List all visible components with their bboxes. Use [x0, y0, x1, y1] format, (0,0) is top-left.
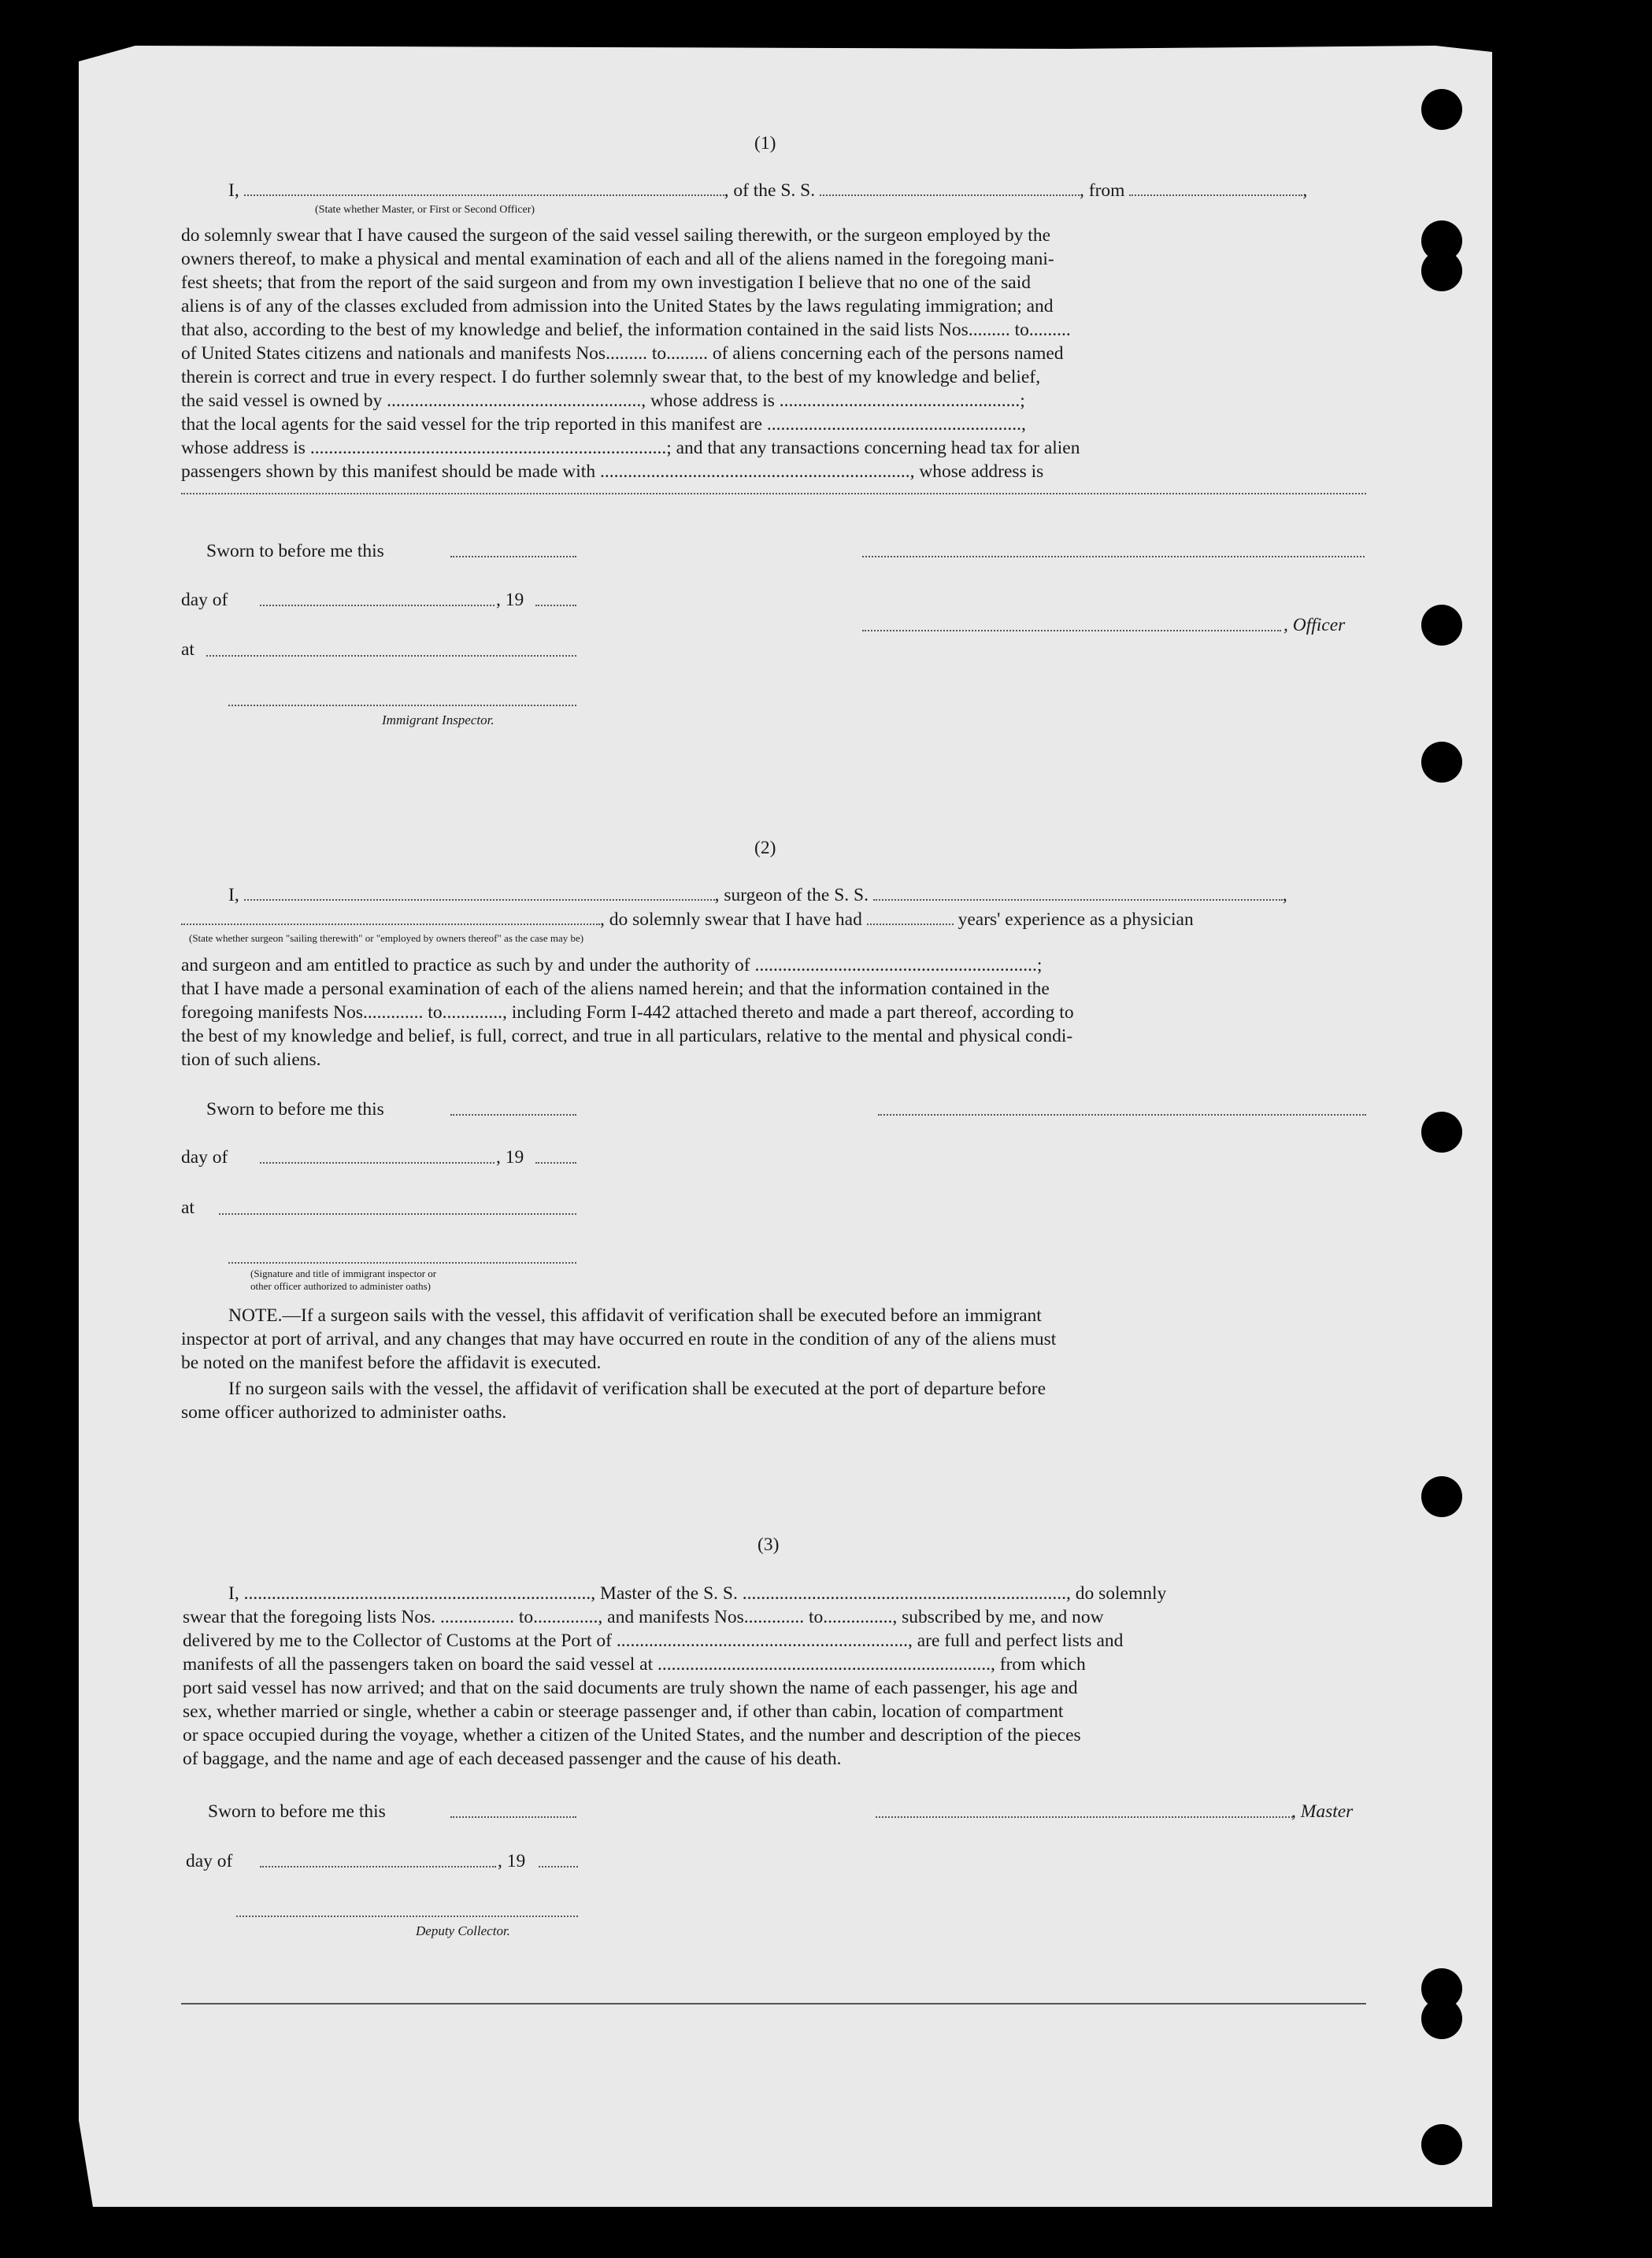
officer-caption: (State whether Master, or First or Second Officer) — [315, 204, 535, 216]
body-line: owners thereof, to make a physical and mental examination of each and all of the aliens named in the foregoing mani- — [181, 249, 1054, 269]
officer-label: , Officer — [1283, 615, 1346, 635]
bottom-divider — [181, 2003, 1366, 2004]
officer-signature-field[interactable] — [862, 556, 1365, 557]
section-2-heading: (2) — [754, 838, 776, 858]
vessel-name-field[interactable] — [820, 179, 1080, 196]
note-line: be noted on the manifest before the affidavit is executed. — [181, 1353, 602, 1373]
inspector-signature-field[interactable] — [228, 1262, 576, 1264]
inspector-signature-field[interactable] — [228, 705, 576, 706]
section-3-heading: (3) — [757, 1534, 780, 1555]
section-2-second-line: , do solemnly swear that I have had years' experience as a physician — [181, 908, 1194, 931]
body-line: the said vessel is owned by ......................................................., whose address is ....................................................; — [181, 391, 1025, 411]
day-field[interactable] — [260, 605, 494, 606]
punch-hole — [1421, 1998, 1462, 2039]
punch-hole — [1421, 1476, 1462, 1517]
surgeon-caption: (State whether surgeon "sailing therewith" or "employed by owners thereof" as the case may be) — [189, 932, 584, 944]
at-place-field[interactable] — [206, 655, 576, 657]
punch-hole — [1421, 605, 1462, 646]
body-line: of United States citizens and nationals and manifests Nos......... to......... of aliens concerning each of the persons named — [181, 343, 1064, 364]
vessel-label: , of the S. S. — [724, 180, 816, 201]
from-port-field[interactable] — [1129, 179, 1302, 196]
note-line: some officer authorized to administer oaths. — [181, 1402, 507, 1423]
body-line: that I have made a personal examination of each of the aliens named herein; and that the information contained in the — [181, 979, 1050, 999]
day-label: day of — [181, 1147, 228, 1168]
deputy-label: Deputy Collector. — [416, 1923, 510, 1938]
body-line: or space occupied during the voyage, whether a citizen of the United States, and the number and description of the pieces — [183, 1725, 1081, 1745]
officer-title-field[interactable] — [862, 630, 1281, 631]
body-line: do solemnly swear that I have caused the surgeon of the said vessel sailing therewith, or the surgeon employed by the — [181, 225, 1051, 246]
body-line: passengers shown by this manifest should be made with ..................................................................., whose address is — [181, 461, 1044, 482]
body-line: port said vessel has now arrived; and that on the said documents are truly shown the name of each passenger, his age and — [183, 1678, 1078, 1698]
at-place-field[interactable] — [219, 1213, 576, 1215]
body-line: foregoing manifests Nos............. to............., including Form I-442 attached thereto and made a part thereof, according to — [181, 1002, 1074, 1023]
body-line: of baggage, and the name and age of each deceased passenger and the cause of his death. — [183, 1749, 842, 1769]
body-line: delivered by me to the Collector of Customs at the Port of ..............................................................., are full and perfect lists and — [183, 1631, 1124, 1651]
body-line: that the local agents for the said vessel for the trip reported in this manifest are ......................................................., — [181, 414, 1026, 435]
note-line: NOTE.—If a surgeon sails with the vessel, this affidavit of verification shall be executed before an immigrant — [228, 1305, 1042, 1326]
body-line: whose address is .............................................................................; and that any transactions concerning head tax for alien — [181, 438, 1080, 458]
officer-name-field[interactable] — [244, 179, 724, 196]
body-line: and surgeon and am entitled to practice as such by and under the authority of .............................................................; — [181, 955, 1043, 975]
signature-caption: other officer authorized to administer oaths) — [250, 1280, 431, 1292]
pronoun-label: I, — [228, 180, 239, 201]
surgeon-vessel-label: , surgeon of the S. S. — [714, 885, 869, 905]
section-1-heading: (1) — [754, 133, 776, 154]
body-line: manifests of all the passengers taken on board the said vessel at ........................................................................, from which — [183, 1654, 1086, 1675]
punch-hole — [1421, 742, 1462, 783]
day-label: day of — [186, 1851, 233, 1871]
sworn-date-field[interactable] — [450, 556, 576, 557]
years-experience-field[interactable] — [867, 908, 954, 925]
sworn-label: Sworn to before me this — [206, 541, 384, 561]
note-line: inspector at port of arrival, and any changes that may have occurred en route in the condition of any of the aliens must — [181, 1329, 1057, 1349]
sworn-date-field[interactable] — [450, 1114, 576, 1116]
year-label: , 19 — [496, 1147, 524, 1168]
note-line: If no surgeon sails with the vessel, the affidavit of verification shall be executed at the port of departure before — [228, 1379, 1046, 1399]
surgeon-status-field[interactable] — [181, 908, 600, 925]
punch-hole — [1421, 250, 1462, 291]
year-field[interactable] — [535, 605, 576, 606]
year-field[interactable] — [539, 1866, 578, 1867]
at-label: at — [181, 639, 194, 660]
year-label: , 19 — [496, 590, 524, 610]
address-field[interactable] — [181, 493, 1366, 494]
inspector-label: Immigrant Inspector. — [382, 713, 494, 727]
signature-caption: (Signature and title of immigrant inspector or — [250, 1268, 437, 1279]
sworn-label: Sworn to before me this — [208, 1801, 386, 1822]
body-line: aliens is of any of the classes excluded from admission into the United States by the laws regulating immigration; and — [181, 296, 1054, 316]
master-signature-field[interactable] — [876, 1816, 1293, 1818]
master-label: , Master — [1291, 1801, 1354, 1822]
at-label: at — [181, 1197, 194, 1218]
section-1-first-line: I, , of the S. S. , from , — [228, 180, 1308, 201]
body-line: tion of such aliens. — [181, 1049, 321, 1070]
year-field[interactable] — [535, 1162, 576, 1164]
year-label: , 19 — [498, 1851, 526, 1871]
surgeon-name-field[interactable] — [244, 883, 715, 901]
body-line: the best of my knowledge and belief, is full, correct, and true in all particulars, relative to the mental and physical condi- — [181, 1026, 1073, 1046]
sworn-label: Sworn to before me this — [206, 1099, 384, 1120]
body-line: swear that the foregoing lists Nos. ................ to.............., and manifests Nos............. to..............., subscribed by me, and now — [183, 1607, 1104, 1627]
surgeon-signature-field[interactable] — [878, 1114, 1366, 1116]
punch-hole — [1421, 1112, 1462, 1153]
body-line: that also, according to the best of my knowledge and belief, the information contained in the said lists Nos......... to......... — [181, 320, 1071, 340]
punch-hole — [1421, 89, 1462, 130]
surgeon-vessel-field[interactable] — [873, 883, 1283, 901]
from-label: , from — [1080, 180, 1125, 201]
body-line: sex, whether married or single, whether a cabin or steerage passenger and, if other than cabin, location of compartment — [183, 1701, 1064, 1722]
body-line: I, ..........................................................................., Master of the S. S. ......................................................................, do solemnly — [228, 1583, 1167, 1604]
day-field[interactable] — [260, 1162, 494, 1164]
deputy-signature-field[interactable] — [236, 1916, 578, 1917]
day-field[interactable] — [260, 1866, 496, 1867]
body-line: fest sheets; that from the report of the said surgeon and from my own investigation I believe that no one of the said — [181, 272, 1031, 293]
section-2-first-line: I, , surgeon of the S. S. , — [228, 885, 1287, 905]
punch-hole — [1421, 2124, 1462, 2165]
day-label: day of — [181, 590, 228, 610]
sworn-date-field[interactable] — [450, 1816, 576, 1818]
body-line: therein is correct and true in every respect. I do further solemnly swear that, to the best of my knowledge and belief, — [181, 367, 1041, 387]
